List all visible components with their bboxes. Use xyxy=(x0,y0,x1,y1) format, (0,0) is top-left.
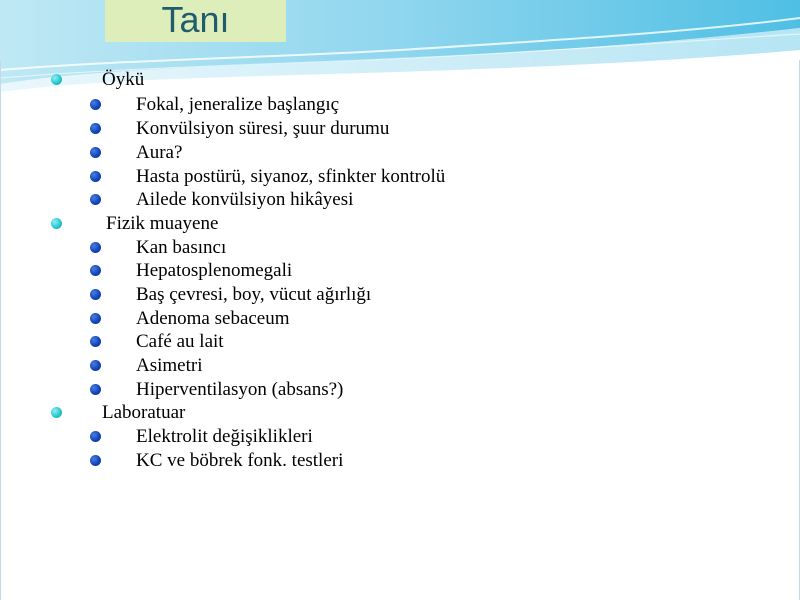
level2-bullet-icon xyxy=(90,99,101,110)
list-item-text: Konvülsiyon süresi, şuur durumu xyxy=(136,118,390,139)
list-item-text: Baş çevresi, boy, vücut ağırlığı xyxy=(136,284,372,305)
list-item-text: Adenoma sebaceum xyxy=(136,308,290,329)
level2-bullet-icon xyxy=(90,194,101,205)
slide-title: Tanı xyxy=(161,0,230,40)
level1-bullet-icon xyxy=(51,218,62,229)
list-item-text: Aura? xyxy=(136,142,183,163)
list-item-text: Elektrolit değişiklikleri xyxy=(136,426,313,447)
list-item-text: Fokal, jeneralize başlangıç xyxy=(136,94,340,115)
level2-bullet-icon xyxy=(90,265,101,276)
section-label: Fizik muayene xyxy=(106,213,219,234)
section-label: Öykü xyxy=(102,69,145,90)
list-item-text: Hiperventilasyon (absans?) xyxy=(136,379,344,400)
list-item-text: Hasta postürü, siyanoz, sfinkter kontrolü xyxy=(136,166,446,187)
list-item-text: KC ve böbrek fonk. testleri xyxy=(136,450,344,471)
list-item-text: Kan basıncı xyxy=(136,237,227,258)
level2-bullet-icon xyxy=(90,123,101,134)
list-item-text: Café au lait xyxy=(136,331,224,352)
level2-bullet-icon xyxy=(90,455,101,466)
level2-bullet-icon xyxy=(90,313,101,324)
level2-bullet-icon xyxy=(90,171,101,182)
level2-bullet-icon xyxy=(90,360,101,371)
section-label: Laboratuar xyxy=(102,402,186,423)
level2-bullet-icon xyxy=(90,242,101,253)
level2-bullet-icon xyxy=(90,336,101,347)
level2-bullet-icon xyxy=(90,384,101,395)
list-item-text: Ailede konvülsiyon hikâyesi xyxy=(136,189,354,210)
list-item-text: Asimetri xyxy=(136,355,203,376)
level2-bullet-icon xyxy=(90,147,101,158)
level1-bullet-icon xyxy=(51,407,62,418)
level1-bullet-icon xyxy=(51,74,62,85)
level2-bullet-icon xyxy=(90,289,101,300)
list-item-text: Hepatosplenomegali xyxy=(136,260,293,281)
level2-bullet-icon xyxy=(90,431,101,442)
